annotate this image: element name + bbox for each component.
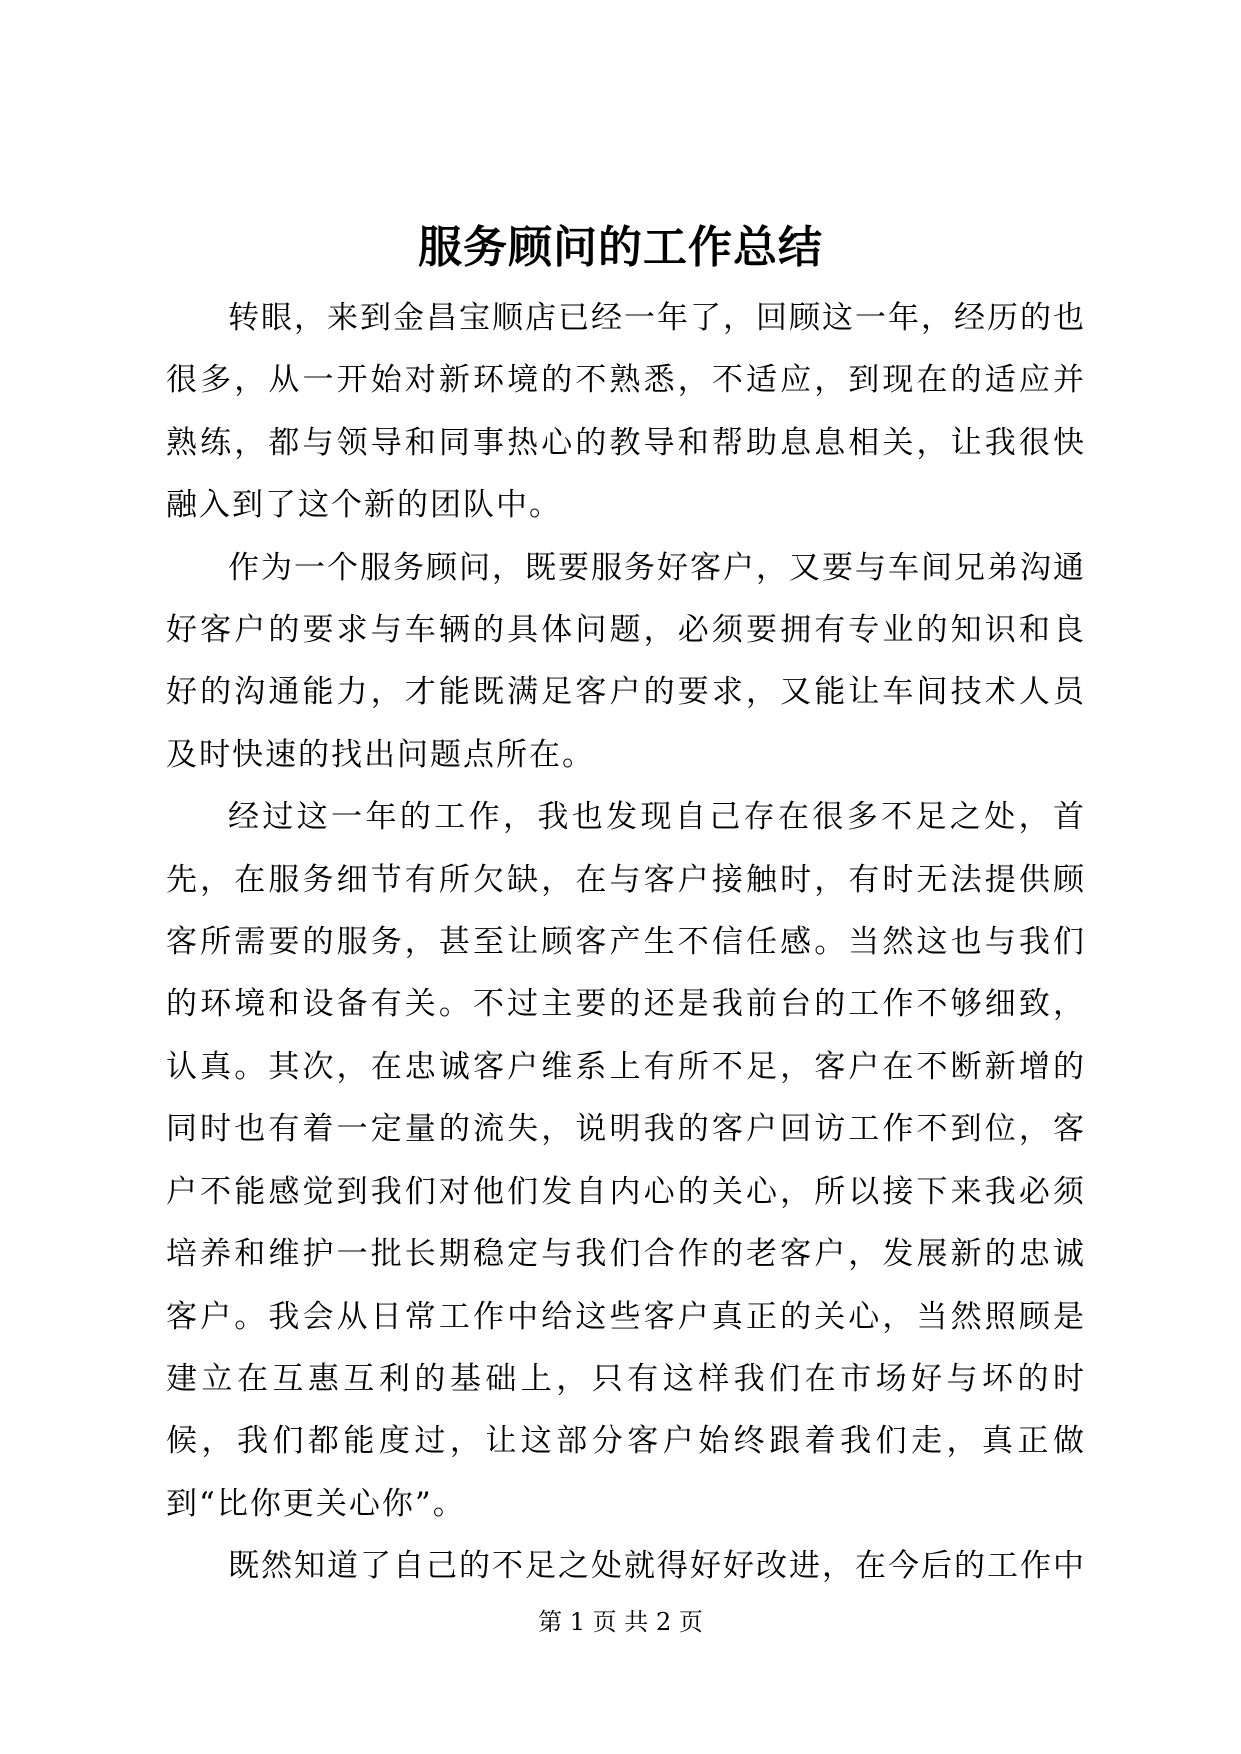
paragraph: 作为一个服务顾问，既要服务好客户，又要与车间兄弟沟通好客户的要求与车辆的具体问题，必须要拥有专业的知识和良好的沟通能力，才能既满足客户的要求，又能让车间技术人员及时快速的找出问题点所在。 [166, 549, 1086, 773]
paragraph: 经过这一年的工作，我也发现自己存在很多不足之处，首先，在服务细节有所欠缺，在与客户接触时，有时无法提供顾客所需要的服务，甚至让顾客产生不信任感。当然这也与我们的环境和设备有关。不过主要的还是我前台的工作不够细致，认真。其次，在忠诚客户维系上有所不足，客户在不断新增的同时也有着一定量的流失，说明我的客户回访工作不到位，客户不能感觉到我们对他们发自内心的关心，所以接下来我必须培养和维护一批长期稳定与我们合作的老客户，发展新的忠诚客户。我会从日常工作中给这些客户真正的关心，当然照顾是建立在互惠互利的基础上，只有这样我们在市场好与坏的时候，我们都能度过，让这部分客户始终跟着我们走，真正做到“比你更关心你”。 [166, 799, 1086, 1522]
document-title: 服务顾问的工作总结 [418, 222, 823, 273]
paragraph: 既然知道了自己的不足之处就得好好改进，在今后的工作中 [228, 1548, 1086, 1585]
page-number-footer: 第 1 页 共 2 页 [538, 1608, 703, 1636]
document-body [166, 287, 1086, 1598]
paragraph: 转眼，来到金昌宝顺店已经一年了，回顾这一年，经历的也很多，从一开始对新环境的不熟悉，不适应，到现在的适应并熟练，都与领导和同事热心的教导和帮助息息相关，让我很快融入到了这个新的团队中。 [166, 300, 1086, 524]
